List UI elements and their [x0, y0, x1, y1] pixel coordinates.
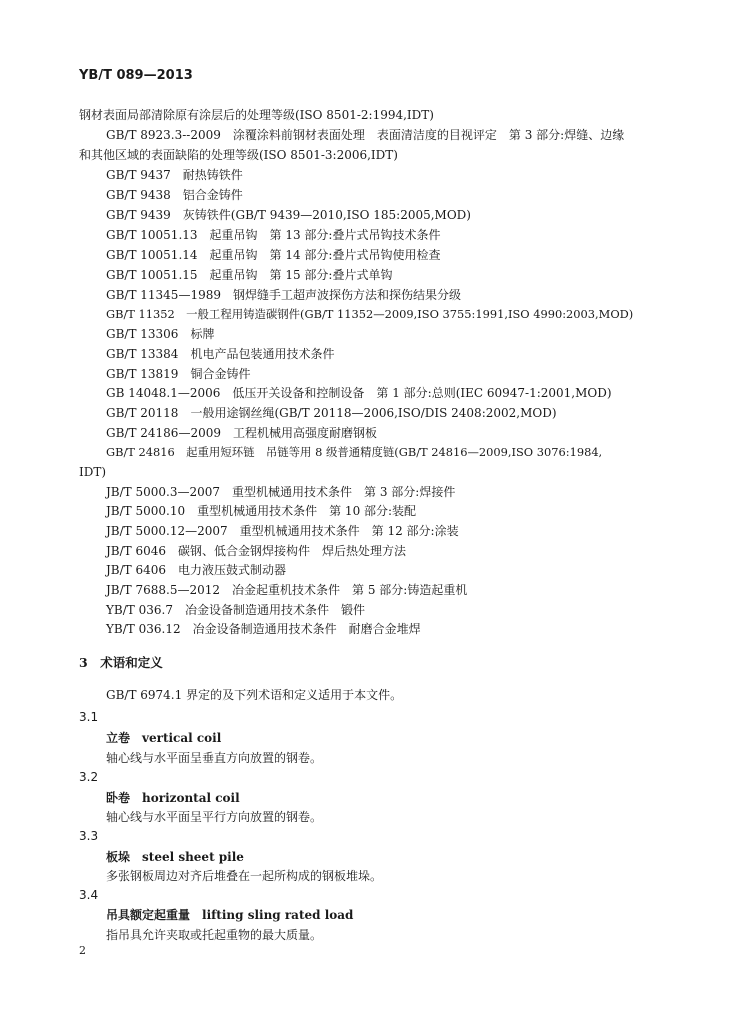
reference-line: GB/T 11345—1989 钢焊缝手工超声波探伤方法和探伤结果分级	[106, 288, 461, 302]
term-number: 3.2	[79, 770, 99, 784]
reference-line: IDT)	[79, 465, 107, 479]
document-header: YB/T 089—2013	[79, 68, 193, 83]
reference-line: GB/T 10051.14 起重吊钩 第 14 部分:叠片式吊钩使用检查	[106, 248, 441, 262]
term-heading	[106, 790, 240, 806]
term-zh: 板垛	[106, 850, 131, 864]
section-title: 3 术语和定义	[79, 655, 163, 670]
reference-line: 和其他区域的表面缺陷的处理等级(ISO 8501-3:2006,IDT)	[79, 148, 398, 162]
term-en: lifting sling rated load	[202, 908, 354, 922]
reference-line: JB/T 6406 电力液压鼓式制动器	[106, 563, 287, 577]
reference-line: GB/T 13819 铜合金铸件	[106, 367, 251, 381]
term-en: horizontal coil	[142, 791, 240, 805]
term-definition: 多张钢板周边对齐后堆叠在一起所构成的钢板堆垛。	[106, 869, 383, 883]
reference-line: GB/T 20118 一般用途钢丝绳(GB/T 20118—2006,ISO/DIS 2408:2002,MOD)	[106, 406, 557, 420]
section-intro: GB/T 6974.1 界定的及下列术语和定义适用于本文件。	[106, 688, 403, 702]
term-number: 3.1	[79, 710, 99, 724]
reference-line: GB 14048.1—2006 低压开关设备和控制设备 第 1 部分:总则(IEC 60947-1:2001,MOD)	[106, 386, 612, 400]
reference-line: GB/T 9438 铝合金铸件	[106, 188, 243, 202]
reference-line: GB/T 13306 标牌	[106, 327, 215, 341]
reference-line: GB/T 24186—2009 工程机械用高强度耐磨钢板	[106, 426, 377, 440]
reference-line: GB/T 10051.15 起重吊钩 第 15 部分:叠片式单钩	[106, 268, 393, 282]
reference-line: JB/T 6046 碳钢、低合金钢焊接构件 焊后热处理方法	[106, 544, 407, 558]
term-definition: 指吊具允许夹取或托起重物的最大质量。	[106, 928, 323, 942]
reference-line: JB/T 5000.10 重型机械通用技术条件 第 10 部分:装配	[106, 504, 417, 518]
reference-line: GB/T 13384 机电产品包装通用技术条件	[106, 347, 335, 361]
reference-line: YB/T 036.7 冶金设备制造通用技术条件 锻件	[106, 603, 365, 617]
term-number: 3.4	[79, 888, 99, 902]
term-definition: 轴心线与水平面呈垂直方向放置的钢卷。	[106, 751, 323, 765]
reference-line: GB/T 9437 耐热铸铁件	[106, 168, 243, 182]
term-heading	[106, 907, 353, 923]
reference-line: GB/T 8923.3--2009 涂覆涂料前钢材表面处理 表面清洁度的目视评定 第 3 部分:焊缝、边缘	[106, 128, 625, 142]
reference-line: JB/T 5000.3—2007 重型机械通用技术条件 第 3 部分:焊接件	[106, 485, 456, 499]
term-zh: 立卷	[106, 731, 131, 745]
reference-line: JB/T 7688.5—2012 冶金起重机技术条件 第 5 部分:铸造起重机	[106, 583, 468, 597]
term-en: vertical coil	[142, 731, 222, 745]
page-number: 2	[79, 944, 86, 957]
reference-line: YB/T 036.12 冶金设备制造通用技术条件 耐磨合金堆焊	[106, 622, 421, 636]
reference-line: GB/T 10051.13 起重吊钩 第 13 部分:叠片式吊钩技术条件	[106, 228, 441, 242]
term-heading	[106, 730, 221, 746]
term-zh: 吊具额定起重量	[106, 908, 191, 922]
reference-line: GB/T 24816 起重用短环链 吊链等用 8 级普通精度链(GB/T 24816—2009,ISO 3076:1984,	[106, 445, 603, 459]
term-number: 3.3	[79, 829, 99, 843]
reference-line: 钢材表面局部清除原有涂层后的处理等级(ISO 8501-2:1994,IDT)	[79, 108, 434, 122]
term-en: steel sheet pile	[142, 850, 244, 864]
reference-line: GB/T 9439 灰铸铁件(GB/T 9439—2010,ISO 185:2005,MOD)	[106, 208, 471, 222]
term-heading	[106, 849, 244, 865]
reference-line: JB/T 5000.12—2007 重型机械通用技术条件 第 12 部分:涂装	[106, 524, 459, 538]
term-zh: 卧卷	[106, 791, 131, 805]
reference-line: GB/T 11352 一般工程用铸造碳钢件(GB/T 11352—2009,ISO 3755:1991,ISO 4990:2003,MOD)	[106, 307, 634, 321]
term-definition: 轴心线与水平面呈平行方向放置的钢卷。	[106, 810, 323, 824]
